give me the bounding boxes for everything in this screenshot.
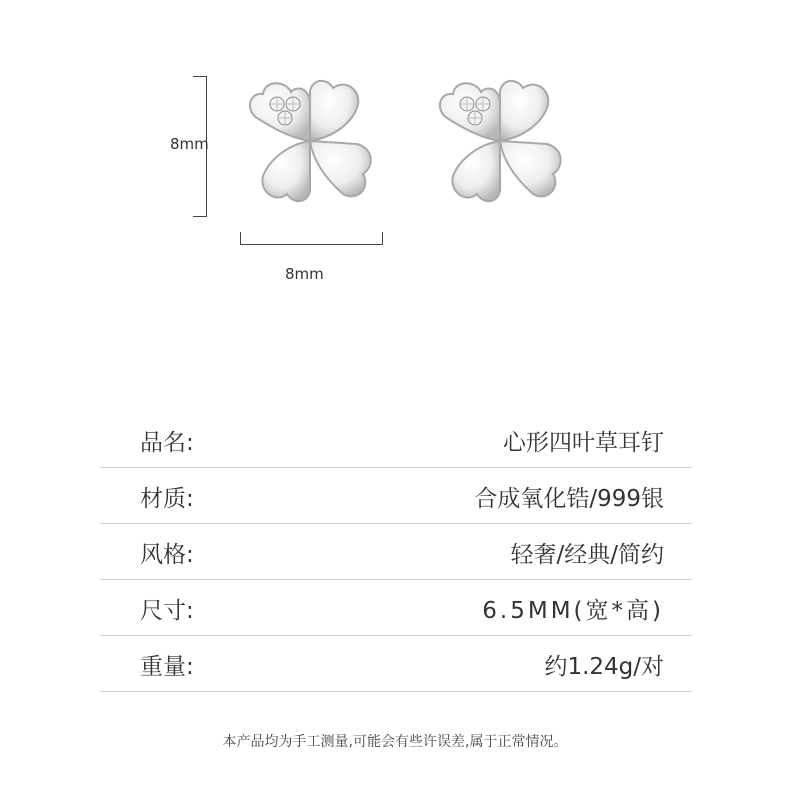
- spec-table: [100, 424, 692, 692]
- spec-row-material: [100, 468, 692, 524]
- spec-key: 重量:: [140, 654, 194, 680]
- height-dimension-cap-bottom: [193, 216, 207, 217]
- spec-key: 材质:: [140, 486, 194, 512]
- spec-value: 轻奢/经典/简约: [510, 542, 664, 568]
- measurement-note: 本产品均为手工测量,可能会有些许误差,属于正常情况。: [222, 734, 568, 750]
- earring-right-image: [425, 66, 575, 216]
- spec-row-size: [100, 580, 692, 636]
- spec-row-style: [100, 524, 692, 580]
- height-dimension-label: 8mm: [170, 135, 209, 153]
- spec-value: 约1.24g/对: [544, 654, 664, 680]
- spec-row-weight: [100, 636, 692, 692]
- spec-value: 合成氧化锆/999银: [474, 486, 664, 512]
- width-dimension-line: [240, 244, 383, 245]
- spec-key: 风格:: [140, 542, 194, 568]
- spec-key: 尺寸:: [140, 598, 194, 624]
- width-dimension-cap-right: [382, 232, 383, 245]
- spec-row-name: [100, 424, 692, 468]
- spec-key: 品名:: [140, 430, 194, 456]
- earring-left-image: [235, 66, 385, 216]
- width-dimension-label: 8mm: [285, 265, 324, 283]
- spec-value: 6.5MM(宽*高): [482, 598, 664, 624]
- width-dimension-cap-left: [240, 232, 241, 245]
- height-dimension-cap-top: [193, 76, 207, 77]
- spec-value: 心形四叶草耳钉: [503, 430, 664, 456]
